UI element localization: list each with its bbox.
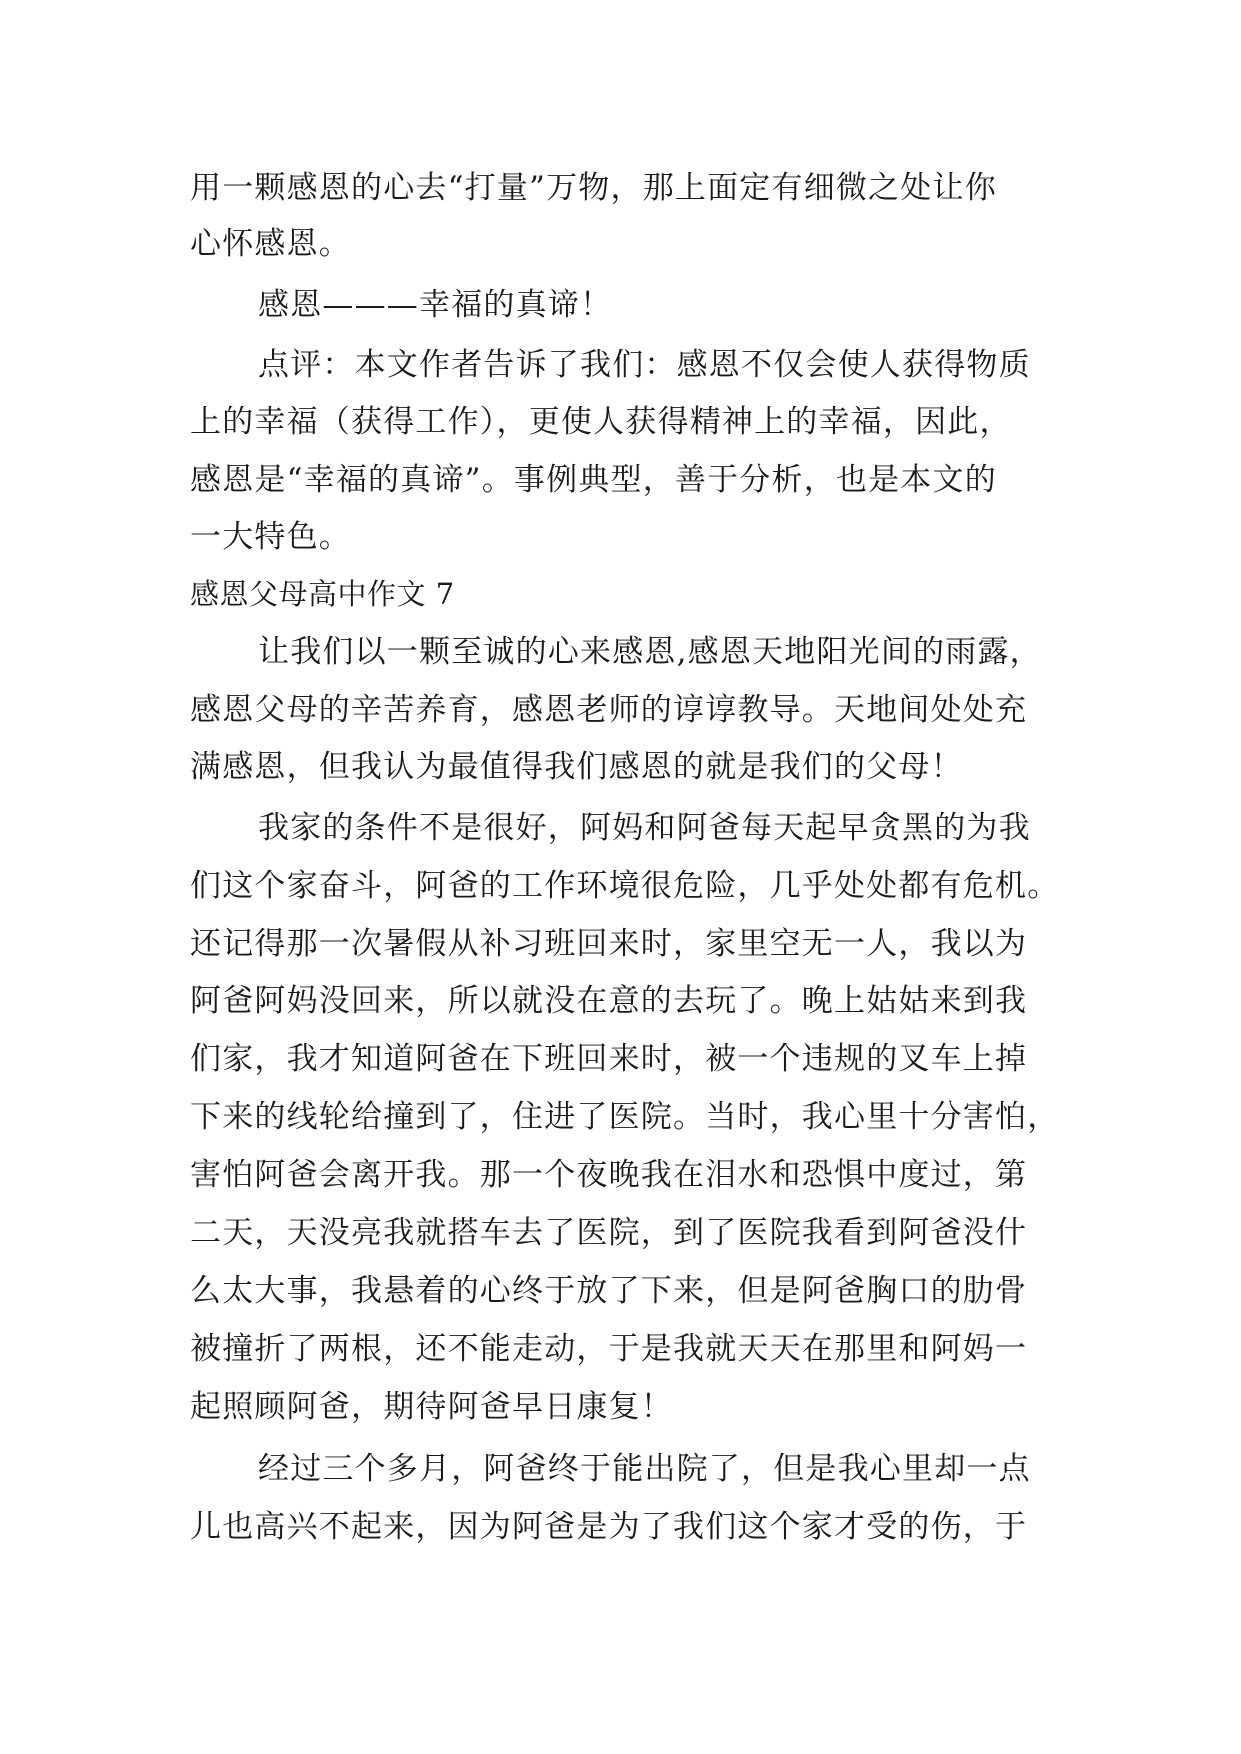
text-line: 下来的线轮给撞到了，住进了医院。当时，我心里十分害怕， bbox=[190, 1099, 1060, 1135]
text-line: 满感恩，但我认为最值得我们感恩的就是我们的父母！ bbox=[190, 749, 963, 785]
text-line: 一大特色。 bbox=[190, 519, 351, 555]
text-line: 点评：本文作者告诉了我们：感恩不仅会使人获得物质 bbox=[258, 347, 1031, 383]
text-line: 感恩是“幸福的真谛”。事例典型，善于分析，也是本文的 bbox=[190, 462, 997, 498]
text-line: 我家的条件不是很好，阿妈和阿爸每天起早贪黑的为我 bbox=[258, 810, 1031, 846]
text-line: 们家，我才知道阿爸在下班回来时，被一个违规的叉车上掉 bbox=[190, 1041, 1028, 1077]
text-line: 起照顾阿爸，期待阿爸早日康复！ bbox=[190, 1389, 673, 1425]
text-line: 么太大事，我悬着的心终于放了下来，但是阿爸胸口的肋骨 bbox=[190, 1273, 1028, 1309]
text-line: 害怕阿爸会离开我。那一个夜晚我在泪水和恐惧中度过，第 bbox=[190, 1157, 1028, 1193]
text-line: 让我们以一颗至诚的心来感恩,感恩天地阳光间的雨露， bbox=[258, 634, 1042, 670]
text-line: 感恩———幸福的真谛！ bbox=[258, 287, 613, 323]
text-line: 被撞折了两根，还不能走动，于是我就天天在那里和阿妈一 bbox=[190, 1331, 1028, 1367]
text-line: 感恩父母的辛苦养育，感恩老师的谆谆教导。天地间处处充 bbox=[190, 692, 1028, 728]
text-line: 二天，天没亮我就搭车去了医院，到了医院我看到阿爸没什 bbox=[190, 1215, 1028, 1251]
text-line: 用一颗感恩的心去“打量”万物，那上面定有细微之处让你 bbox=[190, 170, 997, 206]
text-line: 阿爸阿妈没回来，所以就没在意的去玩了。晚上姑姑来到我 bbox=[190, 983, 1028, 1019]
text-line: 还记得那一次暑假从补习班回来时，家里空无一人，我以为 bbox=[190, 926, 1028, 962]
text-line: 们这个家奋斗，阿爸的工作环境很危险，几乎处处都有危机。 bbox=[190, 868, 1060, 904]
section-heading: 感恩父母高中作文 7 bbox=[190, 577, 455, 611]
text-line: 心怀感恩。 bbox=[190, 226, 351, 262]
text-line: 儿也高兴不起来，因为阿爸是为了我们这个家才受的伤，于 bbox=[190, 1509, 1028, 1545]
text-line: 经过三个多月，阿爸终于能出院了，但是我心里却一点 bbox=[258, 1451, 1031, 1487]
text-line: 上的幸福（获得工作），更使人获得精神上的幸福，因此， bbox=[190, 404, 1012, 440]
